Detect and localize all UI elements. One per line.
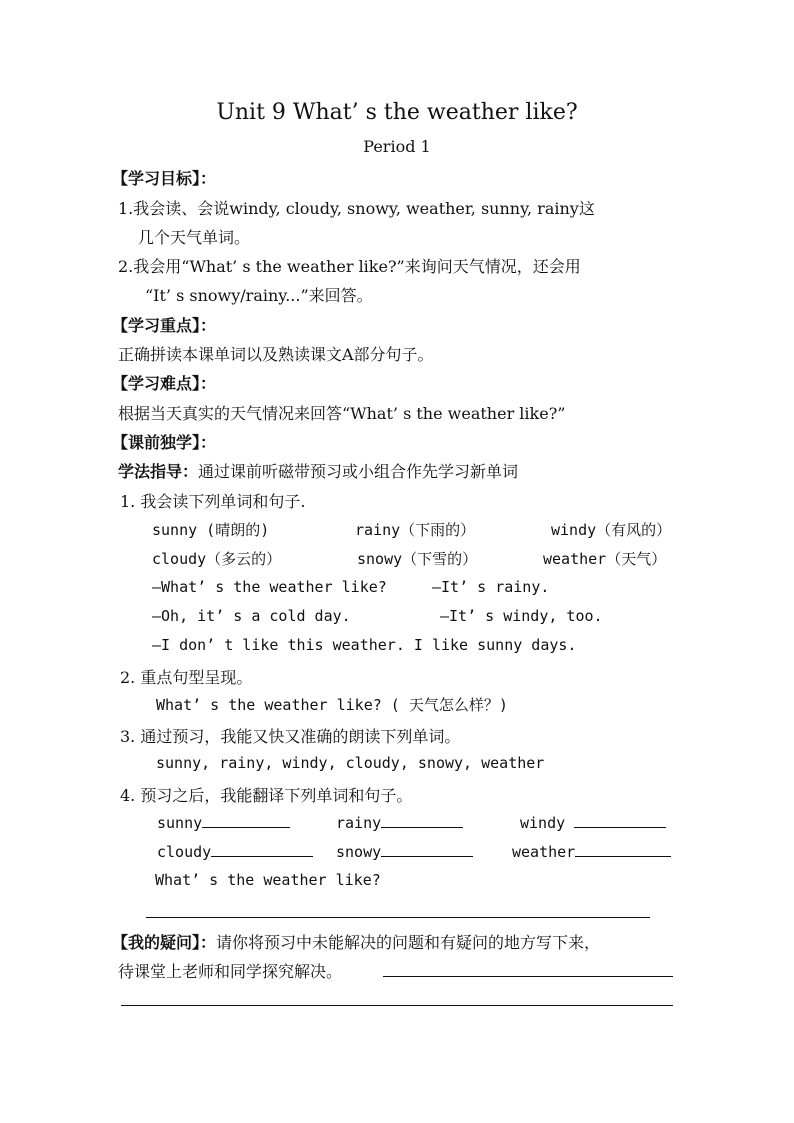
task-1-title: 1. 我会读下列单词和句子. bbox=[120, 492, 306, 511]
task-2-title: 2. 重点句型呈现。 bbox=[120, 668, 253, 687]
dialog-line-1a: —What’ s the weather like? bbox=[152, 578, 387, 596]
objective-1-line-2: 几个天气单词。 bbox=[138, 228, 251, 247]
objectives-heading: 【学习目标】： bbox=[112, 169, 217, 188]
task-4-title: 4. 预习之后，我能翻译下列单词和句子。 bbox=[120, 786, 413, 805]
translate-windy-blank[interactable] bbox=[574, 813, 666, 828]
translate-weather-word: weather bbox=[512, 843, 576, 861]
word-rainy: rainy（下雨的） bbox=[355, 521, 476, 539]
study-guide-text: 通过课前听磁带预习或小组合作先学习新单词 bbox=[198, 462, 519, 481]
task-2-sentence: What’ s the weather like? ( 天气怎么样？) bbox=[156, 696, 508, 714]
translate-windy bbox=[520, 813, 666, 832]
preview-heading: 【课前独学】： bbox=[112, 433, 217, 452]
word-sunny: sunny (晴朗的) bbox=[152, 521, 270, 539]
word-weather: weather（天气） bbox=[543, 550, 667, 568]
translate-sentence: What’ s the weather like? bbox=[155, 871, 381, 889]
translate-weather-blank[interactable] bbox=[575, 842, 671, 857]
dialog-line-1b: —It’ s rainy. bbox=[432, 578, 550, 596]
translate-sentence-answer-line[interactable] bbox=[146, 917, 650, 918]
task-3-title: 3. 通过预习，我能又快又准确的朗读下列单词。 bbox=[120, 727, 461, 746]
translate-snowy-blank[interactable] bbox=[381, 842, 473, 857]
objective-1-line-1: 1.我会读、会说windy, cloudy, snowy, weather, sunny, rainy这 bbox=[118, 199, 595, 218]
translate-cloudy-blank[interactable] bbox=[211, 842, 313, 857]
questions-line-2: 待课堂上老师和同学探究解决。 bbox=[118, 962, 343, 981]
questions-answer-line-1[interactable] bbox=[383, 976, 673, 977]
word-windy: windy（有风的） bbox=[551, 521, 672, 539]
translate-rainy-word: rainy bbox=[336, 814, 382, 832]
key-points-heading: 【学习重点】： bbox=[112, 316, 217, 335]
translate-rainy bbox=[336, 813, 463, 832]
difficulties-text: 根据当天真实的天气情况来回答“What’ s the weather like?” bbox=[118, 404, 566, 423]
difficulties-heading: 【学习难点】： bbox=[112, 374, 217, 393]
task-3-words: sunny, rainy, windy, cloudy, snowy, weather bbox=[156, 754, 545, 772]
objective-2-line-1: 2.我会用“What’ s the weather like?”来询问天气情况，还会用 bbox=[118, 257, 581, 276]
translate-cloudy-word: cloudy bbox=[157, 843, 212, 861]
questions-heading: 【我的疑问】： bbox=[112, 933, 217, 952]
translate-sunny bbox=[157, 813, 290, 832]
questions-line-1 bbox=[112, 930, 600, 953]
page-title: Unit 9 What’ s the weather like? bbox=[216, 100, 578, 125]
translate-weather bbox=[512, 842, 671, 861]
study-guide bbox=[118, 459, 518, 482]
word-snowy: snowy（下雪的） bbox=[357, 550, 478, 568]
objective-2-line-2: “It’ s snowy/rainy...”来回答。 bbox=[145, 286, 373, 305]
questions-text-1: 请你将预习中未能解决的问题和有疑问的地方写下来， bbox=[216, 933, 601, 952]
word-cloudy: cloudy（多云的） bbox=[152, 550, 282, 568]
key-points-text: 正确拼读本课单词以及熟读课文A部分句子。 bbox=[118, 345, 434, 364]
dialog-line-3: —I don’ t like this weather. I like sunny days. bbox=[152, 636, 577, 654]
questions-answer-line-2[interactable] bbox=[121, 1005, 673, 1006]
translate-sunny-word: sunny bbox=[157, 814, 203, 832]
study-guide-label: 学法指导： bbox=[118, 462, 199, 481]
translate-cloudy bbox=[157, 842, 313, 861]
translate-windy-word: windy bbox=[520, 814, 566, 832]
dialog-line-2a: —Oh, it’ s a cold day. bbox=[152, 607, 351, 625]
period-label: Period 1 bbox=[363, 137, 431, 156]
translate-rainy-blank[interactable] bbox=[381, 813, 463, 828]
translate-snowy-word: snowy bbox=[336, 843, 382, 861]
translate-snowy bbox=[336, 842, 473, 861]
dialog-line-2b: —It’ s windy, too. bbox=[440, 607, 603, 625]
translate-sunny-blank[interactable] bbox=[202, 813, 290, 828]
